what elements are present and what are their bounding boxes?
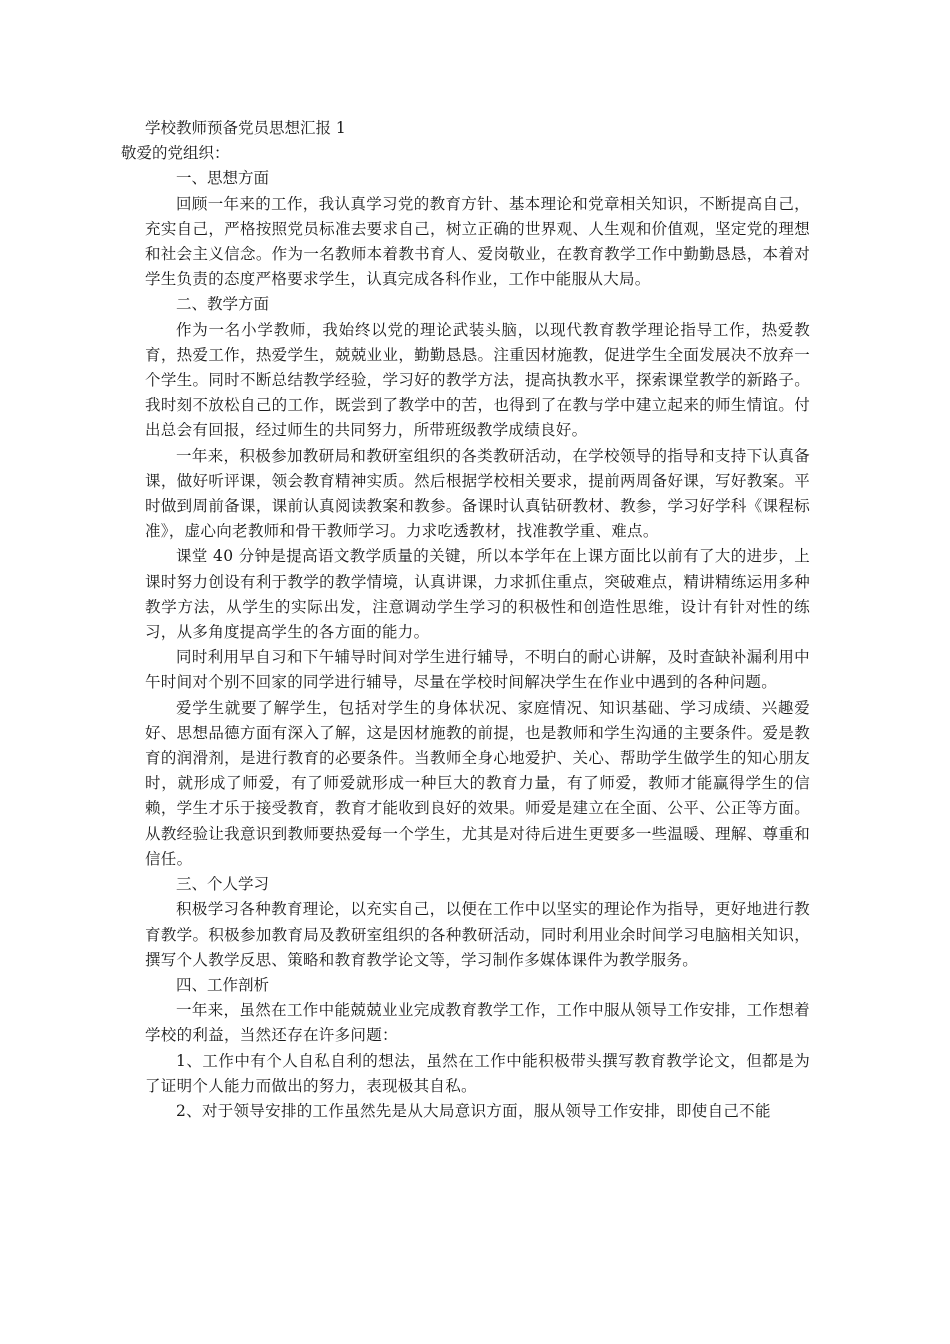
paragraph: 一年来，积极参加教研局和教研室组织的各类教研活动，在学校领导的指导和支持下认真备课，做好听评课，领会教育精神实质。然后根据学校相关要求，提前两周备好课，写好教案。平时做到周前备课，课前认真阅读教案和教参。备课时认真钻研教材、教参，学习好学科《课程标准》，虚心向老教师和骨干教师学习。力求吃透教材，找准教学重、难点。 bbox=[145, 446, 810, 541]
list-item: 1、工作中有个人自私自利的想法，虽然在工作中能积极带头撰写教育教学论文，但都是为了证明个人能力而做出的努力，表现极其自私。 bbox=[145, 1051, 810, 1095]
salutation: 敬爱的党组织： bbox=[121, 144, 230, 163]
document-body bbox=[121, 116, 810, 1124]
paragraph: 积极学习各种教育理论，以充实自己，以便在工作中以坚实的理论作为指导，更好地进行教育教学。积极参加教育局及教研室组织的各种教研活动，同时利用业余时间学习电脑相关知识，撰写个人教学反思、策略和教育教学论文等，学习制作多媒体课件为教学服务。 bbox=[145, 900, 810, 969]
paragraph: 回顾一年来的工作，我认真学习党的教育方针、基本理论和党章相关知识，不断提高自己，充实自己，严格按照党员标准去要求自己，树立正确的世界观、人生观和价值观，坚定党的理想和社会主义信念。作为一名教师本着教书育人、爱岗敬业，在教育教学工作中勤勤恳恳，本着对学生负责的态度严格要求学生，认真完成各科作业，工作中能服从大局。 bbox=[145, 194, 810, 289]
section-heading-3: 三、个人学习 bbox=[176, 875, 270, 894]
list-item: 2、对于领导安排的工作虽然先是从大局意识方面，服从领导工作安排，即使自己不能 bbox=[176, 1101, 771, 1120]
paragraph: 课堂 40 分钟是提高语文教学质量的关键，所以本学年在上课方面比以前有了大的进步，上课时努力创设有利于教学的教学情境，认真讲课，力求抓住重点，突破难点，精讲精练运用多种教学方法，从学生的实际出发，注意调动学生学习的积极性和创造性思维，设计有针对性的练习，从多角度提高学生的各方面的能力。 bbox=[145, 547, 810, 642]
paragraph: 一年来，虽然在工作中能兢兢业业完成教育教学工作，工作中服从领导工作安排，工作想着学校的利益，当然还存在许多问题： bbox=[145, 1001, 810, 1045]
document-title: 学校教师预备党员思想汇报 1 bbox=[145, 119, 346, 137]
section-heading-2: 二、教学方面 bbox=[176, 295, 270, 314]
paragraph: 爱学生就要了解学生，包括对学生的身体状况、家庭情况、知识基础、学习成绩、兴趣爱好、思想品德方面有深入了解，这是因材施教的前提，也是教师和学生沟通的主要条件。爱是教育的润滑剂，是进行教育的必要条件。当教师全身心地爱护、关心、帮助学生做学生的知心朋友时，就形成了师爱，有了师爱就形成一种巨大的教育力量，有了师爱，教师才能赢得学生的信赖，学生才乐于接受教育，教育才能收到良好的效果。师爱是建立在全面、公平、公正等方面。从教经验让我意识到教师要热爱每一个学生，尤其是对待后进生更要多一些温暖、理解、尊重和信任。 bbox=[145, 698, 810, 868]
paragraph: 作为一名小学教师，我始终以党的理论武装头脑，以现代教育教学理论指导工作，热爱教育，热爱工作，热爱学生，兢兢业业，勤勤恳恳。注重因材施教，促进学生全面发展决不放弃一个学生。同时不断总结教学经验，学习好的教学方法，提高执教水平，探索课堂教学的新路子。我时刻不放松自己的工作，既尝到了教学中的苦，也得到了在教与学中建立起来的师生情谊。付出总会有回报，经过师生的共同努力，所带班级教学成绩良好。 bbox=[145, 320, 810, 440]
paragraph: 同时利用早自习和下午辅导时间对学生进行辅导，不明白的耐心讲解，及时查缺补漏利用中午时间对个别不回家的同学进行辅导，尽量在学校时间解决学生在作业中遇到的各种问题。 bbox=[145, 648, 810, 692]
section-heading-4: 四、工作剖析 bbox=[176, 975, 270, 994]
section-heading-1: 一、思想方面 bbox=[176, 169, 270, 188]
